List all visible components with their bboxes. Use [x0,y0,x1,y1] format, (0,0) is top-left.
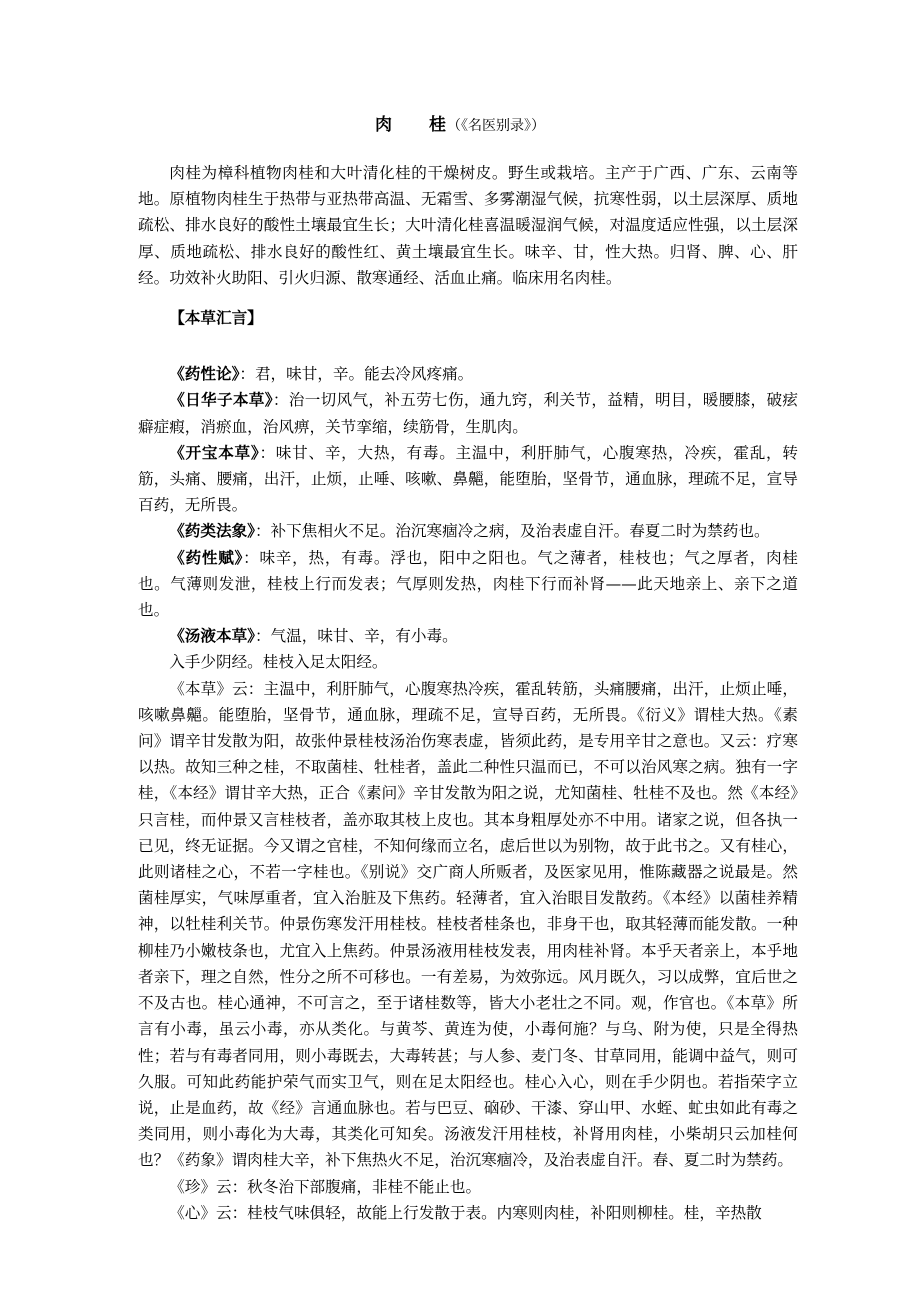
meridian-paragraph: 入手少阴经。桂枝入足太阳经。 [169,653,388,672]
entry-text: ：味辛，热，有毒。浮也，阳中之阳也。气之薄者，桂枝也；气之厚者，肉桂也。气薄则发泄，桂枝上行而发表；气厚则发热，肉桂下行而补肾——此天地亲上、亲下之道也。 [138,548,798,620]
entry-source: 《开宝本草》 [169,442,260,462]
entry-paragraph [138,440,798,519]
title-main: 肉 桂 [375,115,447,135]
entry-paragraph [138,361,798,387]
entry-paragraph [138,545,798,624]
entry-source: 《药类法象》 [169,521,255,541]
xin-paragraph: 《心》云：桂枝气味俱轻，故能上行发散于表。内寒则肉桂，补阳则柳桂。桂，辛热散 [169,1203,762,1222]
entry-text: ：味甘、辛，大热，有毒。主温中，利肝肺气，心腹寒热，冷疾，霍乱，转筋，头痛、腰痛，出汗，止烦，止唾、咳嗽、鼻齆，能堕胎，坚骨节，通血脉，理疏不足，宣导百药，无所畏。 [138,443,798,515]
entry-text: ：治一切风气，补五劳七伤，通九窍，利关节，益精，明目，暖腰膝，破痃癖症瘕，消瘀血，治风痹，关节挛缩，续筋骨，生肌肉。 [138,391,798,436]
page-title [0,113,920,138]
entry-text: ：君，味甘，辛。能去冷风疼痛。 [239,365,474,384]
intro-paragraph: 肉桂为樟科植物肉桂和大叶清化桂的干燥树皮。野生或栽培。主产于广西、广东、云南等地。原植物肉桂生于热带与亚热带高温、无霜雪、多雾潮湿气候，抗寒性弱，以土层深厚、质地疏松、排水良好的酸性土壤最宜生长；大叶清化桂喜温暖湿润气候，对温度适应性强，以土层深厚、质地疏松、排水良好的酸性红、黄土壤最宜生长。味辛、甘，性大热。归肾、脾、心、肝经。功效补火助阳、引火归源、散寒通经、活血止痛。临床用名肉桂。 [138,164,798,287]
entry-paragraph [138,623,798,649]
entry-text: ：气温，味甘、辛，有小毒。 [254,627,458,646]
entry-text: ：补下焦相火不足。治沉寒痼冷之病，及治表虚自汗。春夏二时为禁药也。 [254,522,770,541]
section-heading: 【本草汇言】 [169,308,263,328]
title-source: （《名医别录》） [447,118,545,134]
entry-paragraph [138,518,798,544]
entry-paragraph [138,387,798,439]
entry-source: 《汤液本草》 [169,626,255,646]
bencao-paragraph: 《本草》云：主温中，利肝肺气，心腹寒热冷疾，霍乱转筋，头痛腰痛，出汗，止烦止唾，咳嗽鼻齆。能堕胎，坚骨节，通血脉，理疏不足，宣导百药，无所畏。《衍义》谓桂大热。《素问》谓辛甘发散为阳，故张仲景桂枝汤治伤寒表虚，皆须此药，是专用辛甘之意也。又云：疗寒以热。故知三种之桂，不取菌桂、牡桂者，盖此二种性只温而已，不可以治风寒之病。独有一字桂，《本经》谓甘辛大热，正合《素问》辛甘发散为阳之说，尤知菌桂、牡桂不及也。然《本经》只言桂，而仲景又言桂枝者，盖亦取其枝上皮也。其本身粗厚处亦不中用。诸家之说，但各执一已见，终无证据。今又谓之官桂，不知何缘而立名，虑后世以为别物，故于此书之。又有桂心，此则诸桂之心，不若一字桂也。《别说》交广商人所贩者，及医家见用，惟陈藏器之说最是。然菌桂厚实，气味厚重者，宜入治脏及下焦药。轻薄者，宜入治眼目发散药。《本经》以菌桂养精神，以牡桂利关节。仲景伤寒发汗用桂枝。桂枝者桂条也，非身干也，取其轻薄而能发散。一种柳桂乃小嫩枝条也，尤宜入上焦药。仲景汤液用桂枝发表，用肉桂补肾。本乎天者亲上，本乎地者亲下，理之自然，性分之所不可移也。一有差易，为效弥远。风月既久，习以成弊，宜后世之不及古也。桂心通神，不可言之，至于诸桂数等，皆大小老壮之不同。观，作官也。《本草》所言有小毒，虽云小毒，亦从类化。与黄芩、黄连为使，小毒何施？与乌、附为使，只是全得热性；若与有毒者同用，则小毒既去，大毒转甚；与人参、麦门冬、甘草同用，能调中益气，则可久服。可知此药能护荣气而实卫气，则在足太阳经也。桂心入心，则在手少阴也。若指荣字立说，止是血药，故《经》言通血脉也。若与巴豆、硇砂、干漆、穿山甲、水蛭、虻虫如此有毒之类同用，则小毒化为大毒，其类化可知矣。汤液发汗用桂枝，补肾用肉桂，小柴胡只云加桂何也？《药象》谓肉桂大辛，补下焦热火不足，治沉寒痼冷，及治表虚自汗。春、夏二时为禁药。 [138,679,798,1170]
entry-source: 《药性赋》 [169,547,244,567]
document-body [138,160,798,1226]
zhen-paragraph: 《珍》云：秋冬治下部腹痛，非桂不能止也。 [169,1177,482,1196]
entry-source: 《药性论》 [169,364,240,384]
entry-source: 《日华子本草》 [169,390,273,410]
